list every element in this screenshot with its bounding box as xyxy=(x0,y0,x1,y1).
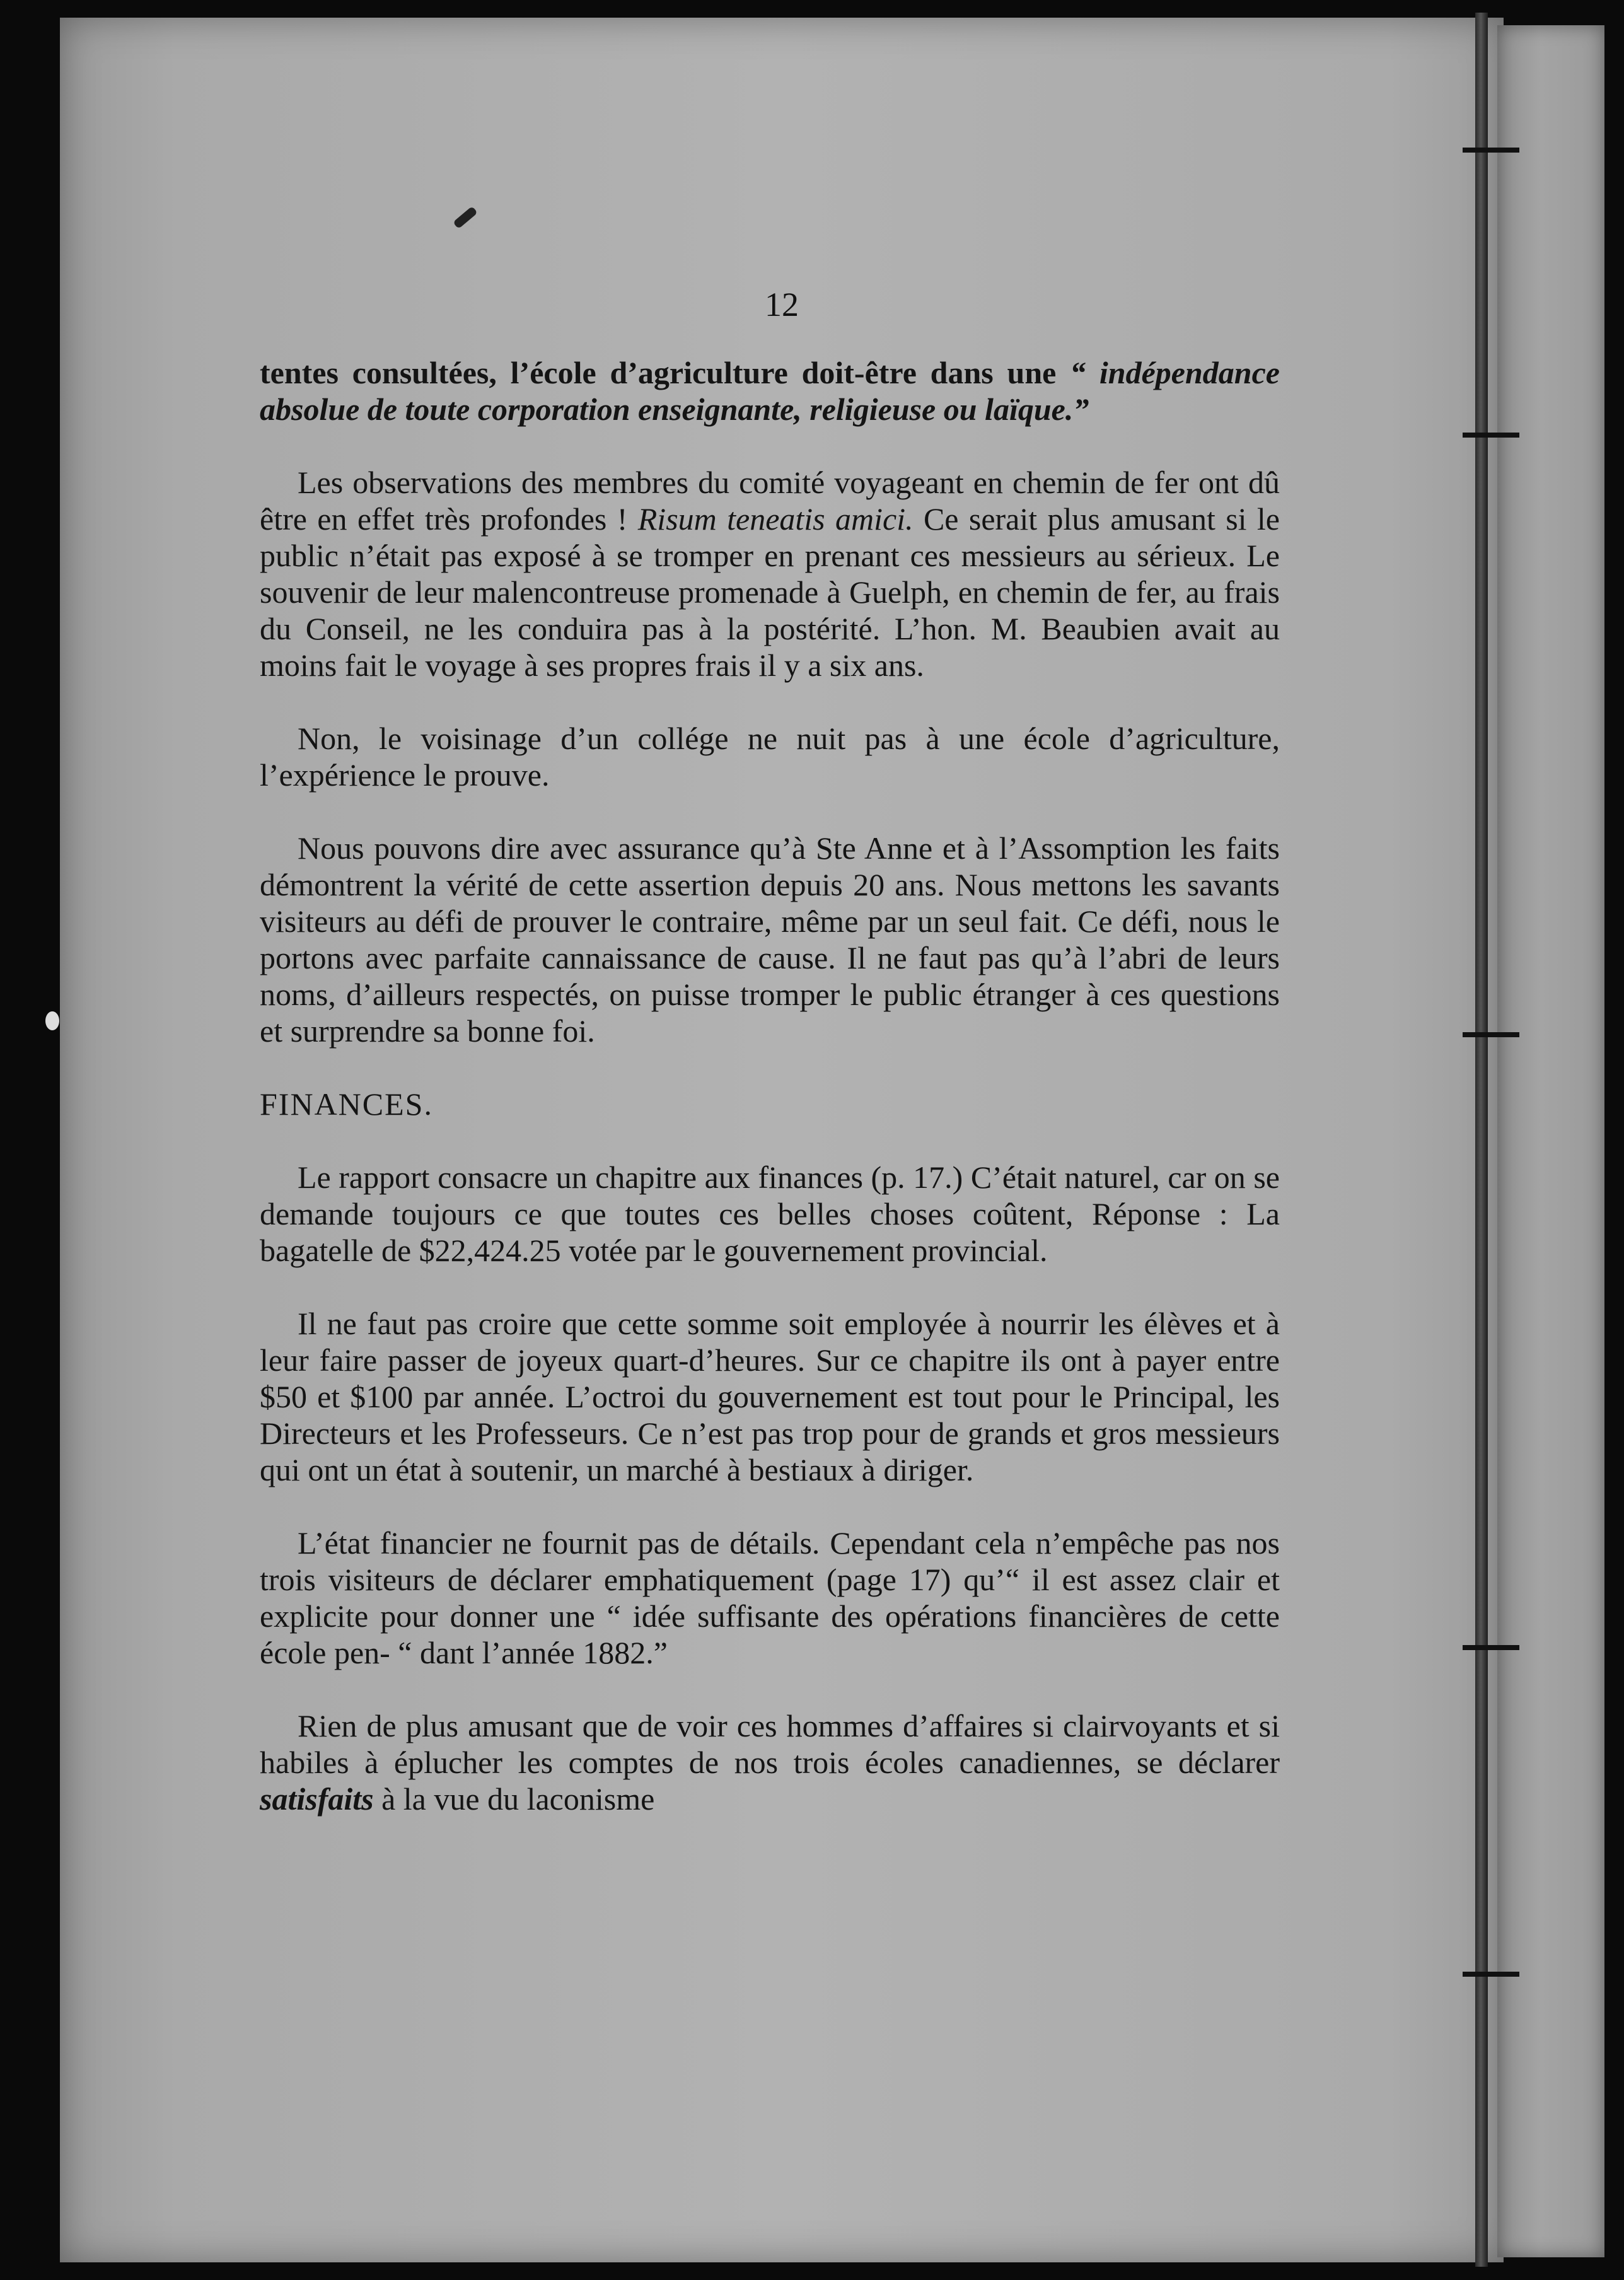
paper-blemish xyxy=(45,1011,59,1030)
text-run: à la vue du laconisme xyxy=(373,1781,655,1817)
body-text xyxy=(260,354,1280,1854)
text-run: FINANCES. xyxy=(260,1086,433,1122)
paragraph xyxy=(260,1305,1280,1488)
text-run: Non, le voisinage d’un collége ne nuit pas à une école d’agriculture, l’expérience le prouve. xyxy=(260,721,1280,793)
text-run: Rien de plus amusant que de voir ces hommes d’affaires si clairvoyants et si habiles à éplucher les comptes de nos trois écoles canadiennes, se déclarer xyxy=(260,1708,1280,1780)
binding-stitch-mark xyxy=(1463,148,1519,153)
text-run: tentes consultées, l’école d’agriculture doit-être dans une xyxy=(260,355,1070,390)
page-binding-edge xyxy=(1475,13,1488,2267)
text-run: “ indépendance absolue de toute corporation enseignante, religieuse ou laïque.” xyxy=(260,355,1280,427)
text-run: L’état financier ne fournit pas de détails. Cependant cela n’empêche pas nos trois visiteurs de déclarer emphatiquement (page 17) qu’“ il est assez clair et explicite pour donner une “ idée suffisante des opérations financières de cette école pen- “ dant l’année 1882.” xyxy=(260,1525,1280,1670)
text-run: Ce serait plus amusant si le public n’était pas exposé à se tromper en prenant ces messieurs au sérieux. Le souvenir de leur malencontreuse promenade à Guelph, en chemin de fer, au frais du Conseil, ne les conduira pas à la postérité. L’hon. M. Beaubien avait au moins fait le voyage à ses propres frais il y a six ans. xyxy=(260,501,1280,683)
text-run: Nous pouvons dire avec assurance qu’à Ste Anne et à l’Assomption les faits démontrent la vérité de cette assertion depuis 20 ans. Nous mettons les savants visiteurs au défi de prouver le contraire, même par un seul fait. Ce défi, nous le portons avec parfaite cannaissance de cause. Il ne faut pas qu’à l’abri de leurs noms, d’ailleurs respectés, on puisse tromper le public étranger à ces questions et surprendre sa bonne foi. xyxy=(260,830,1280,1049)
text-run: satisfaits xyxy=(260,1781,374,1817)
text-run: Il ne faut pas croire que cette somme soit employée à nourrir les élèves et à leur faire passer de joyeux quart-d’heures. Sur ce chapitre ils ont à payer entre $50 et $100 par année. L’octroi du gouvernement est tout pour le Principal, les Directeurs et les Professeurs. Ce n’est pas trop pour de grands et gros messieurs qui ont un état à soutenir, un marché à bestiaux à diriger. xyxy=(260,1306,1280,1487)
paragraph xyxy=(260,354,1280,428)
paragraph xyxy=(260,1525,1280,1671)
paragraph xyxy=(260,720,1280,793)
paragraph xyxy=(260,1159,1280,1269)
binding-stitch-mark xyxy=(1463,1972,1519,1977)
binding-stitch-mark xyxy=(1463,1645,1519,1650)
section-heading xyxy=(260,1086,1280,1122)
text-run: Les observations des membres du comité voyageant en chemin de fer ont dû être en effet très profondes ! xyxy=(260,465,1280,537)
text-run: Risum teneatis amici. xyxy=(637,501,914,537)
text-run: Le rapport consacre un chapitre aux finances (p. 17.) C’était naturel, car on se demande toujours ce que toutes ces belles choses coûtent, Réponse : La bagatelle de $22,424.25 votée par le gouvernement provincial. xyxy=(260,1160,1280,1268)
binding-stitch-mark xyxy=(1463,433,1519,438)
paragraph xyxy=(260,1707,1280,1817)
binding-stitch-mark xyxy=(1463,1032,1519,1037)
page-number: 12 xyxy=(765,286,799,323)
paragraph xyxy=(260,464,1280,683)
adjacent-page-edge xyxy=(1497,25,1604,2257)
paragraph xyxy=(260,830,1280,1049)
